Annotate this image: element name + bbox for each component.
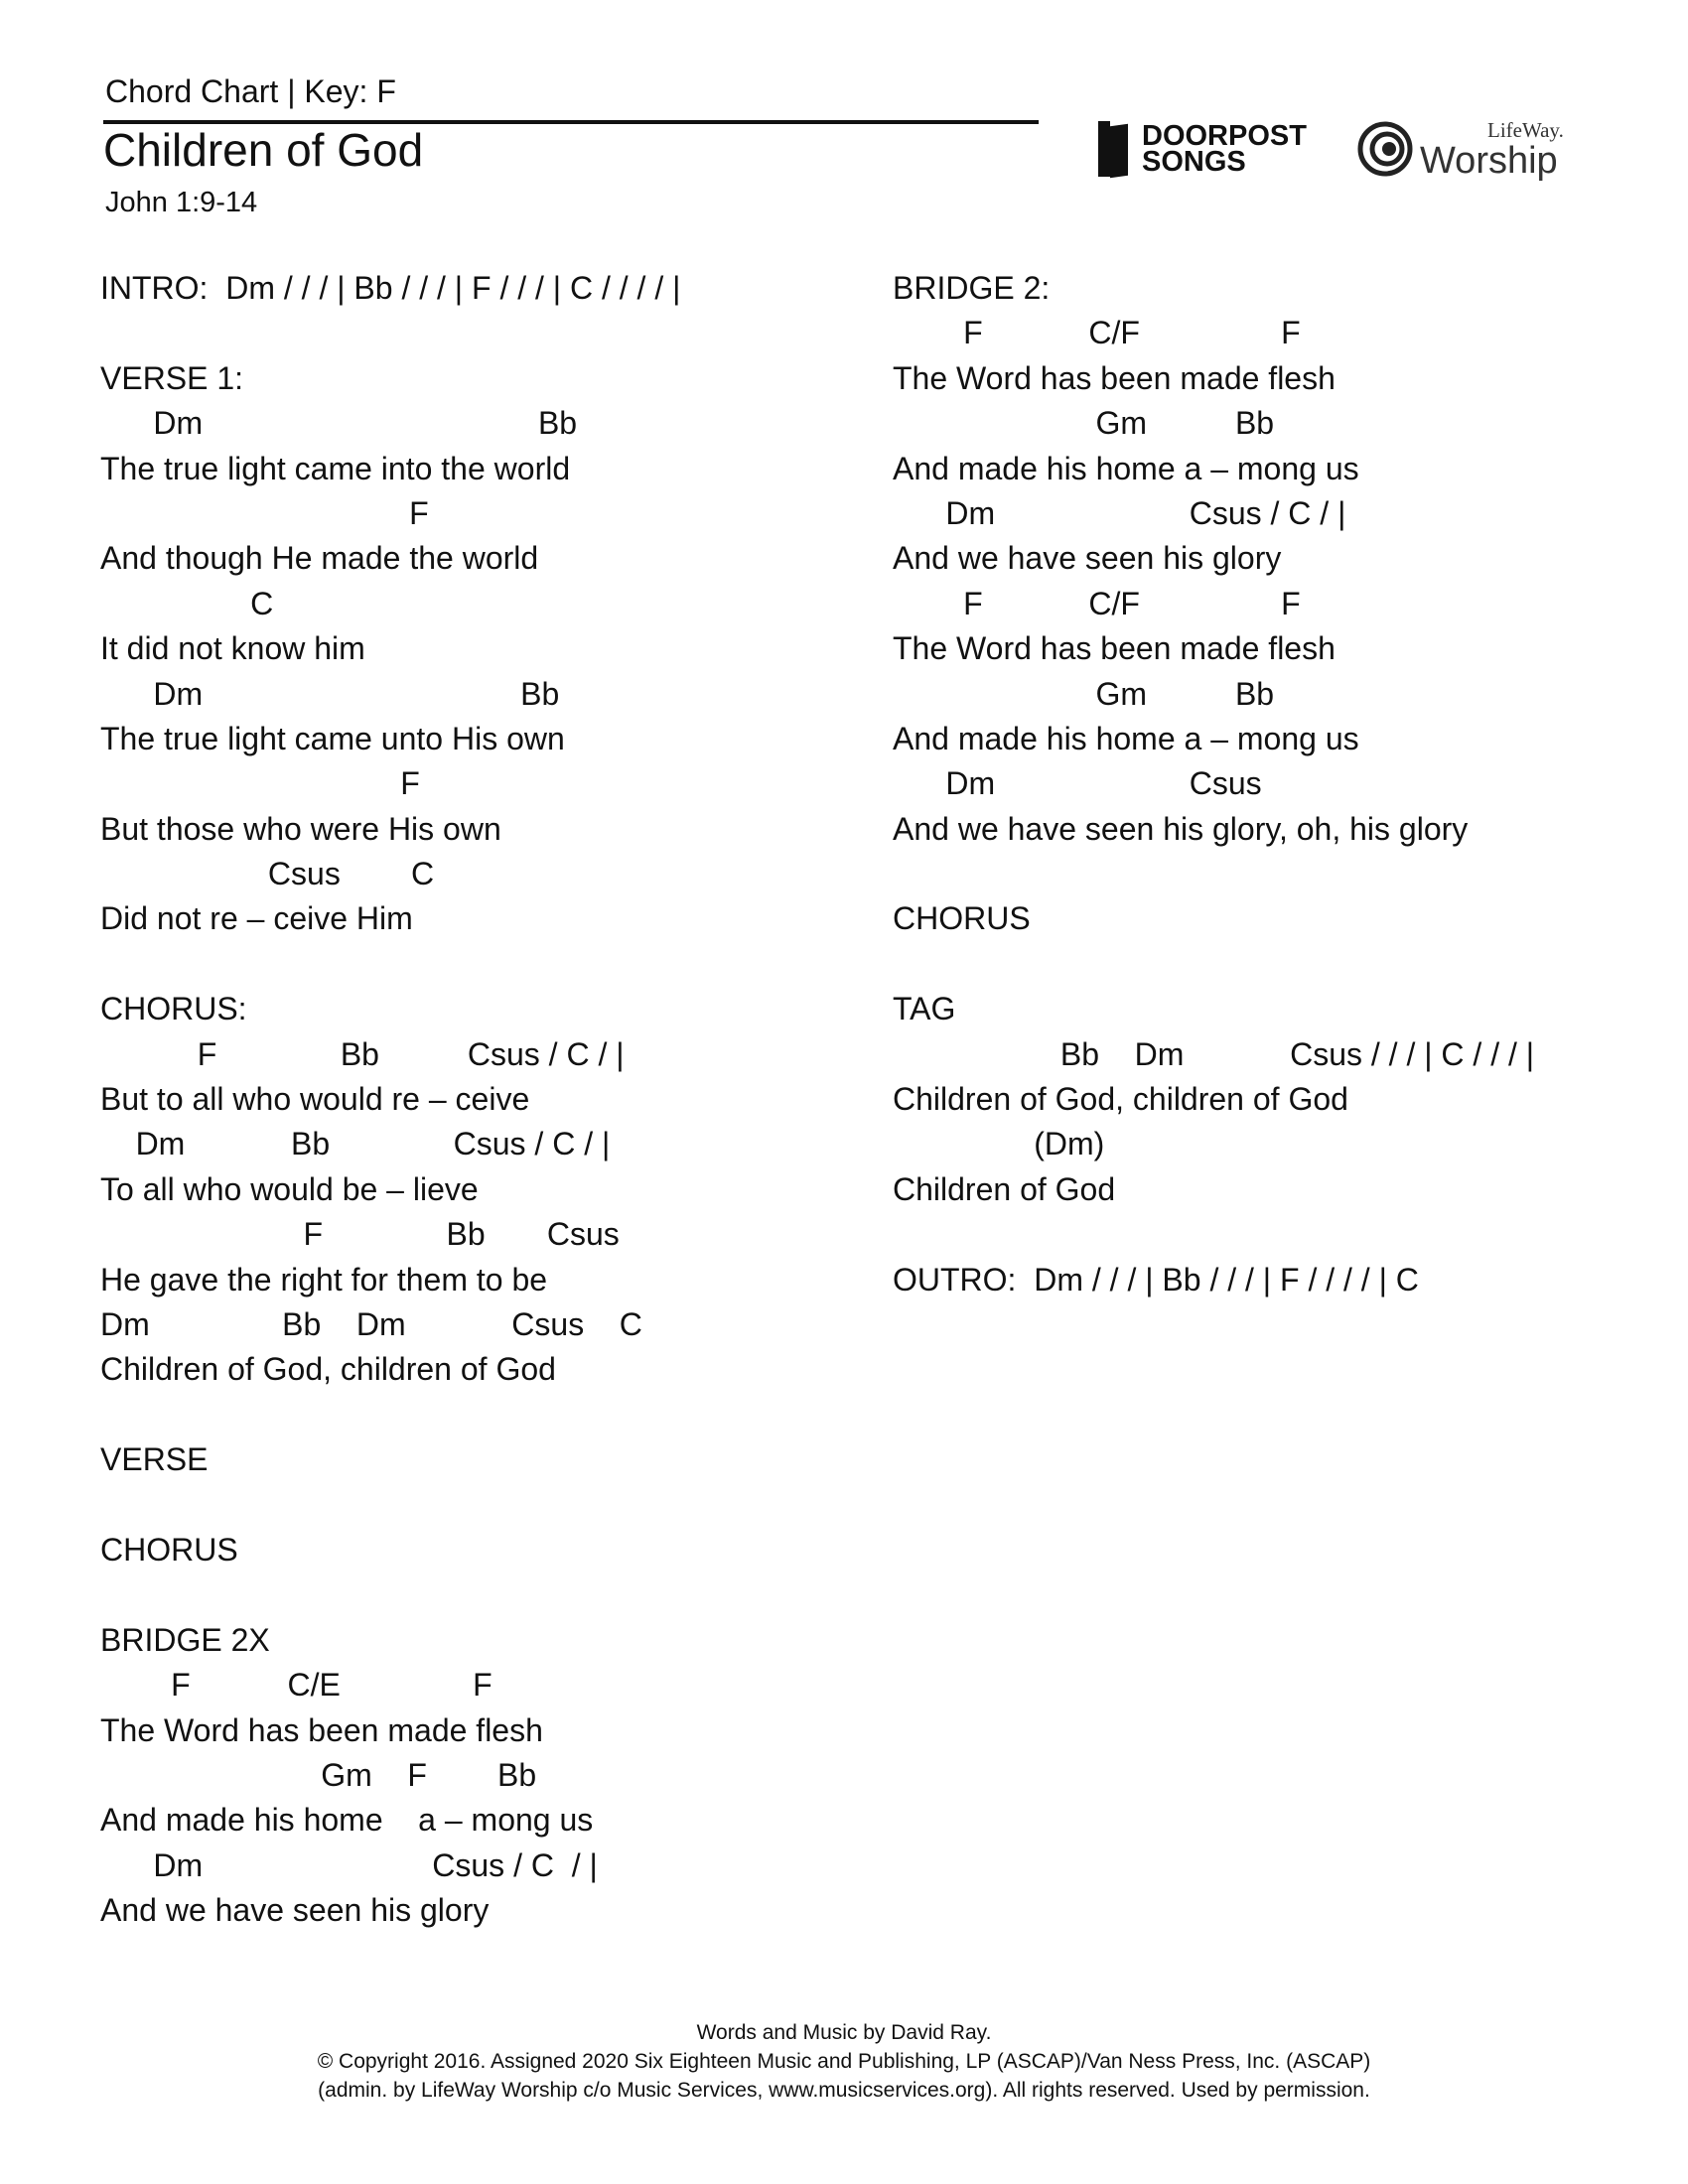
- chart-line: And made his home a – mong us: [100, 1802, 594, 1839]
- chart-line: Bb Dm Csus / / / | C / / / |: [893, 1035, 1535, 1072]
- lifeway-worship-logo: [1356, 117, 1564, 182]
- chart-line: CHORUS:: [100, 991, 247, 1027]
- chart-line: CHORUS: [893, 900, 1031, 937]
- chart-line: [100, 942, 875, 987]
- chart-line: Dm Bb: [100, 675, 560, 712]
- doorpost-logo-line2: SONGS: [1142, 146, 1246, 178]
- chart-line: Children of God, children of God: [893, 1081, 1348, 1118]
- footer-admin: (admin. by LifeWay Worship c/o Music Services, www.musicservices.org). All rights reserved. Used by permission.: [318, 2079, 1370, 2102]
- footer-credit: Words and Music by David Ray.: [696, 2021, 992, 2044]
- chart-line: F Bb Csus / C / |: [100, 1035, 625, 1072]
- chart-line: VERSE 1:: [100, 359, 244, 396]
- chart-key-label: Chord Chart | Key: F: [105, 73, 396, 109]
- chart-line: Dm Bb Dm Csus C: [100, 1305, 642, 1342]
- chart-line: Dm Bb Csus / C / |: [100, 1126, 611, 1162]
- chart-line: F Bb Csus: [100, 1216, 620, 1253]
- doorpost-songs-logo: [1098, 119, 1307, 179]
- chart-line: [100, 1393, 875, 1437]
- chart-line: The true light came unto His own: [100, 720, 565, 756]
- chart-line: F C/E F: [100, 1667, 492, 1704]
- chart-line: INTRO: Dm / / / | Bb / / / | F / / / | C / / / / |: [100, 270, 681, 306]
- chart-line: (Dm): [893, 1126, 1105, 1162]
- chart-line: OUTRO: Dm / / / | Bb / / / | F / / / / | C: [893, 1261, 1419, 1297]
- chart-line: To all who would be – lieve: [100, 1170, 479, 1207]
- chart-line: Csus C: [100, 856, 435, 892]
- chart-line: CHORUS: [100, 1531, 238, 1568]
- scripture-reference: John 1:9-14: [105, 187, 258, 218]
- chart-line: Gm F Bb: [100, 1756, 537, 1793]
- doorpost-logo-line1: DOORPOST: [1142, 120, 1307, 152]
- chart-line: And we have seen his glory, oh, his glory: [893, 810, 1469, 847]
- chart-line: And though He made the world: [100, 540, 539, 577]
- chart-line: Gm Bb: [893, 405, 1275, 442]
- chart-line: F: [100, 765, 420, 802]
- chart-line: [893, 1212, 1667, 1257]
- door-icon: [1098, 121, 1134, 177]
- song-title: Children of God: [103, 124, 424, 176]
- chart-line: He gave the right for them to be: [100, 1261, 548, 1297]
- chart-line: Children of God, children of God: [100, 1351, 556, 1388]
- chart-line: Dm Csus: [893, 765, 1262, 802]
- chart-line: Dm Csus / C / |: [100, 1846, 598, 1883]
- chart-line: The true light came into the world: [100, 450, 571, 486]
- chart-line: Children of God: [893, 1170, 1116, 1207]
- chart-line: BRIDGE 2X: [100, 1621, 270, 1658]
- chart-line: But those who were His own: [100, 810, 501, 847]
- chart-line: [100, 1572, 875, 1617]
- copyright-footer: [0, 2018, 1688, 2105]
- lifeway-logo-bottom: Worship: [1420, 140, 1558, 182]
- chart-line: It did not know him: [100, 630, 365, 667]
- left-column: [100, 266, 875, 1933]
- chart-line: [100, 311, 875, 355]
- chart-line: The Word has been made flesh: [100, 1711, 543, 1748]
- chart-line: [893, 852, 1667, 896]
- chart-line: [100, 1483, 875, 1528]
- chart-line: F C/F F: [893, 315, 1301, 351]
- chart-line: Gm Bb: [893, 675, 1275, 712]
- chart-line: VERSE: [100, 1441, 209, 1478]
- lifeway-logo-top: LifeWay.: [1487, 118, 1564, 142]
- chart-line: [893, 942, 1667, 987]
- chart-line: And we have seen his glory: [893, 540, 1282, 577]
- chart-line: Did not re – ceive Him: [100, 900, 413, 937]
- lifeway-swirl-icon: [1356, 120, 1414, 178]
- chart-line: But to all who would re – ceive: [100, 1081, 530, 1118]
- chart-line: The Word has been made flesh: [893, 359, 1336, 396]
- chart-line: Dm Csus / C / |: [893, 494, 1346, 531]
- chart-line: F C/F F: [893, 585, 1301, 621]
- footer-copyright: © Copyright 2016. Assigned 2020 Six Eighteen Music and Publishing, LP (ASCAP)/Van Ness Press, Inc. (ASCAP): [317, 2050, 1371, 2073]
- chart-line: Dm Bb: [100, 405, 578, 442]
- chart-line: And we have seen his glory: [100, 1892, 490, 1929]
- right-column: [893, 266, 1667, 1302]
- chart-line: And made his home a – mong us: [893, 450, 1359, 486]
- chart-line: BRIDGE 2:: [893, 270, 1051, 306]
- chart-line: F: [100, 494, 429, 531]
- chart-line: And made his home a – mong us: [893, 720, 1359, 756]
- chart-line: The Word has been made flesh: [893, 630, 1336, 667]
- chart-line: TAG: [893, 991, 956, 1027]
- chart-line: C: [100, 585, 274, 621]
